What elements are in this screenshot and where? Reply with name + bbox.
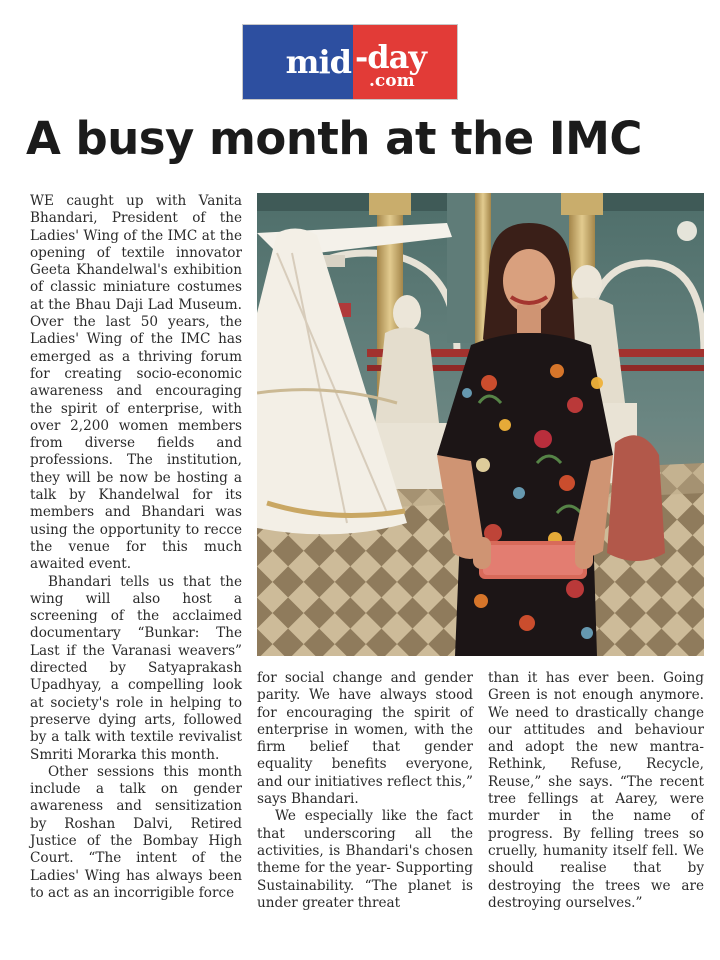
paragraph: WE caught up with Vanita Bhandari, President of the Ladies' Wing of the IMC at the opening of textile innovator Geeta Khandelwal's exhibition of classic miniature costumes at the Bhau Daji Lad Museum. Over the last 50 years, the Ladies' Wing of the IMC has emerged as a thriving forum for creating socio-economic awareness and encouraging the spirit of enterprise, with over 2,200 women members from diverse fields and professions. The institution, they will be now be hosting a talk by Khandelwal for its members and Bhandari was using the opportunity to recce the venue for this much awaited event.	[30, 193, 242, 573]
article-column-3	[488, 670, 704, 912]
paragraph: for social change and gender parity. We have always stood for encouraging the spirit of enterprise in women, with the firm belief that gender equality benefits everyone, and our initiatives reflect this,” says Bhandari.	[257, 670, 473, 808]
logo-mid: mid	[243, 25, 353, 99]
paragraph: Other sessions this month include a talk on gender awareness and sensitization by Roshan Dalvi, Retired Justice of the Bombay High Court. “The intent of the Ladies' Wing has always been to act as an incorrigible force	[30, 763, 242, 901]
mid-day-logo[interactable]	[242, 24, 458, 100]
article-column-2	[257, 670, 473, 912]
paragraph: Bhandari tells us that the wing will also host a screening of the acclaimed documentary “Bunkar: The Last if the Varanasi weavers” directed by Satyaprakash Upadhyay, a compelling look at society's role in helping to preserve dying arts, followed by a talk with textile revivalist Smriti Morarka this month.	[30, 573, 242, 763]
paragraph: than it has ever been. Going Green is not enough anymore. We need to drastically change our attitudes and behaviour and adopt the new mantra- Rethink, Refuse, Recycle, Reuse,” she says. “The recent tree fellings at Aarey, were murder in the name of progress. By felling trees so cruelly, humanity itself fell. We should realise that by destroying the trees we are destroying ourselves.”	[488, 670, 704, 911]
logo-day: -day .com	[353, 25, 457, 99]
museum-scene-illustration	[257, 193, 704, 656]
headline: A busy month at the IMC	[26, 112, 642, 165]
article-photo	[257, 193, 704, 656]
article-column-1	[30, 193, 242, 902]
paragraph: We especially like the fact that underscoring all the activities, is Bhandari's chosen theme for the year- Supporting Sustainability. “The planet is under greater threat	[257, 808, 473, 911]
